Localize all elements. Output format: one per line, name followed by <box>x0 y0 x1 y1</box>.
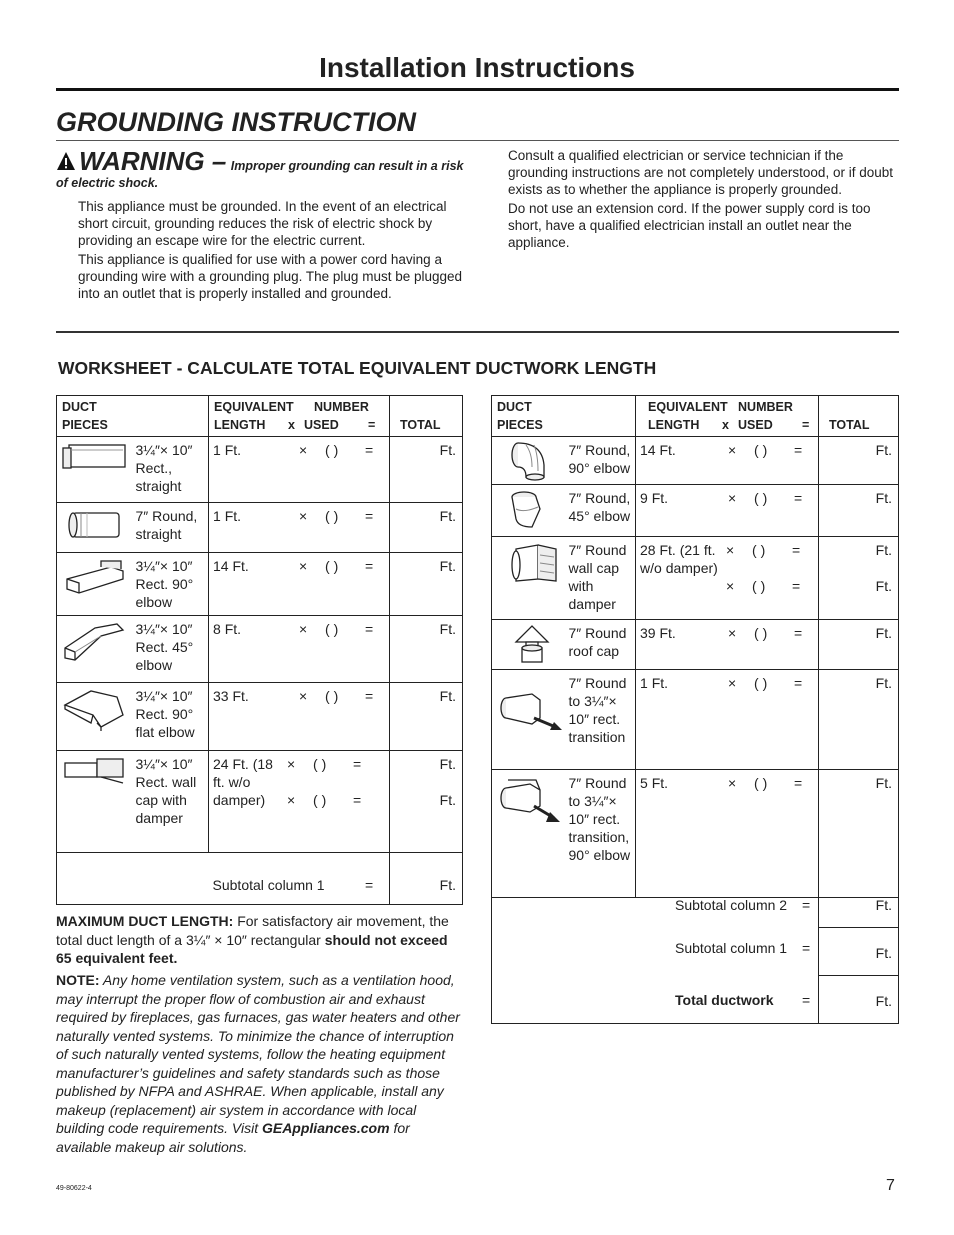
warning-triangle-icon <box>56 151 76 171</box>
total-field[interactable]: Ft. <box>819 485 899 537</box>
grounding-para-4: Do not use an extension cord. If the power supply cord is too short, have a qualified electrician install an outlet near the appliance. <box>508 201 871 250</box>
header-equiv-length: EQUIVALENT NUMBER LENGTH x USED = <box>209 396 390 437</box>
header-total: TOTAL <box>390 396 463 437</box>
total-field[interactable]: Ft. <box>390 616 463 683</box>
equiv-length: 33 Ft. <box>213 688 249 704</box>
document-code: 49-80622-4 <box>56 1185 92 1192</box>
table-row: 7″ Round, 45° elbow 9 Ft. × ( ) = Ft. <box>492 485 899 537</box>
title-rule <box>56 88 899 91</box>
equiv-length: 14 Ft. <box>640 442 676 458</box>
duct-desc: 7″ Round, 90° elbow <box>565 437 636 485</box>
round-straight-duct-icon <box>61 507 127 541</box>
subtotal-row: Subtotal column 1 = Ft. <box>57 853 463 905</box>
duct-desc: 3¼″× 10″ Rect. 45° elbow <box>132 616 209 683</box>
total-field[interactable]: Ft. <box>819 620 899 670</box>
warning-text: Improper grounding can result in a risk of electric shock. <box>56 159 464 191</box>
round-to-rect-transition-icon <box>496 692 564 732</box>
number-used-field[interactable]: ( ) <box>313 792 327 808</box>
table-row: 3¼″× 10″ Rect. 90° elbow 14 Ft. × ( ) = Ft. <box>57 553 463 616</box>
table-row: 7″ Round, 90° elbow 14 Ft. × ( ) = Ft. <box>492 437 899 485</box>
header-total: TOTAL <box>819 396 899 437</box>
header-duct-pieces: DUCT PIECES <box>57 396 209 437</box>
number-used-field[interactable]: ( ) <box>325 621 339 637</box>
total-ductwork-label: Total ductwork <box>675 991 774 1008</box>
equiv-length: 9 Ft. <box>640 490 669 506</box>
grounding-para-2: This appliance is qualified for use with a power cord having a grounding wire with a grounding plug. The plug must be plugged into an outlet that is properly installed and grounded. <box>78 252 463 301</box>
equiv-length: 39 Ft. <box>640 625 676 641</box>
number-used-field[interactable]: ( ) <box>754 442 768 458</box>
equiv-length: 24 Ft. (18 ft. w/o damper) <box>213 756 273 808</box>
total-field[interactable]: Ft. <box>390 437 463 503</box>
number-used-field[interactable]: ( ) <box>313 756 327 772</box>
total-field[interactable]: Ft. <box>819 770 899 898</box>
rect-straight-duct-icon <box>61 441 127 475</box>
duct-desc: 7″ Round to 3¼″× 10″ rect. transition <box>565 670 636 770</box>
number-used-field[interactable]: ( ) <box>752 542 766 558</box>
number-used-field[interactable]: ( ) <box>754 775 768 791</box>
equiv-length: 5 Ft. <box>640 775 669 791</box>
page-title: Installation Instructions <box>319 52 635 83</box>
duct-desc: 7″ Round, 45° elbow <box>565 485 636 537</box>
subtotal-label: Subtotal column 1 <box>212 877 325 893</box>
number-used-field[interactable]: ( ) <box>754 675 768 691</box>
number-used-field[interactable]: ( ) <box>325 442 339 458</box>
table-row: 7″ Round to 3¼″× 10″ rect. transition 1 Ft. × ( ) = Ft. <box>492 670 899 770</box>
round-wall-cap-icon <box>510 541 560 585</box>
duct-desc: 7″ Round roof cap <box>565 620 636 670</box>
equiv-length: 28 Ft. (21 ft. w/o damper) <box>640 542 718 576</box>
page-number: 7 <box>886 1177 895 1194</box>
total-field[interactable]: Ft. <box>819 670 899 770</box>
ventilation-note: NOTE: Any home ventilation system, such as a ventilation hood, may interrupt the proper flow of combustion air and exhaust required by fireplaces, gas furnaces, gas water heaters and other naturally vented systems. To minimize the chance of interruption of such naturally vented systems, follow the heating equipment manufacturer’s guidelines and safety standards such as those published by NFPA and ASHRAE. When applicable, install any makeup (replacement) air system in accordance with local building code requirements. Visit GEAppliances.com for available makeup air solutions. <box>56 972 460 1155</box>
number-used-field[interactable]: ( ) <box>754 625 768 641</box>
total-field[interactable]: Ft. <box>875 578 893 594</box>
section-rule <box>56 140 899 141</box>
warning-word: WARNING – <box>79 146 227 176</box>
subtotal-row: Subtotal column 1 = Ft. <box>492 928 899 976</box>
total-row: Total ductwork = Ft. <box>492 976 899 1024</box>
round-45-elbow-icon <box>510 489 550 529</box>
total-field[interactable]: Ft. <box>819 437 899 485</box>
round-roof-cap-icon <box>514 624 550 664</box>
header-duct-pieces: DUCT PIECES <box>492 396 636 437</box>
total-field[interactable]: Ft. <box>390 503 463 553</box>
duct-desc: 7″ Round to 3¼″× 10″ rect. transition, 90° elbow <box>565 770 636 898</box>
ge-appliances-link[interactable]: GEAppliances.com <box>261 1120 390 1136</box>
subtotal-row: Subtotal column 2 = Ft. <box>492 898 899 928</box>
duct-desc: 7″ Round wall cap with damper <box>565 537 636 620</box>
total-field[interactable]: Ft. <box>875 542 893 558</box>
section-divider <box>56 331 899 333</box>
equiv-length: 1 Ft. <box>213 442 242 458</box>
duct-desc: 3¼″× 10″ Rect. 90° flat elbow <box>132 683 209 751</box>
table-row: 7″ Round to 3¼″× 10″ rect. transition, 90° elbow 5 Ft. × ( ) = Ft. <box>492 770 899 898</box>
table-row: 3¼″× 10″ Rect. 90° flat elbow 33 Ft. × ( ) = Ft. <box>57 683 463 751</box>
subtotal-1-field[interactable]: Ft. <box>819 928 899 976</box>
duct-desc: 7″ Round, straight <box>132 503 209 553</box>
number-used-field[interactable]: ( ) <box>754 490 768 506</box>
grounding-para-1: This appliance must be grounded. In the event of an electrical short circuit, grounding reduces the risk of electric shock by providing an escape wire for the electric current. <box>78 199 447 248</box>
total-ductwork-field[interactable]: Ft. <box>819 976 899 1024</box>
total-field[interactable]: Ft. <box>390 553 463 616</box>
table-row: 7″ Round wall cap with damper 28 Ft. (21 ft. w/o damper) × ( ) = × ( ) = Ft. Ft. <box>492 537 899 620</box>
number-used-field[interactable]: ( ) <box>752 578 766 594</box>
rect-90-flat-elbow-icon <box>61 687 127 731</box>
rect-45-elbow-icon <box>61 620 127 666</box>
duct-desc: 3¼″× 10″ Rect. wall cap with damper <box>132 751 209 853</box>
subtotal-2-field[interactable]: Ft. <box>819 898 899 928</box>
table-row: 7″ Round, straight 1 Ft. × ( ) = Ft. <box>57 503 463 553</box>
table-row: 3¼″× 10″ Rect., straight 1 Ft. × ( ) = Ft. <box>57 437 463 503</box>
total-field[interactable]: Ft. <box>439 756 457 772</box>
section-title: GROUNDING INSTRUCTION <box>56 107 416 137</box>
round-90-elbow-icon <box>508 441 552 481</box>
number-used-field[interactable]: ( ) <box>325 558 339 574</box>
number-used-field[interactable]: ( ) <box>325 688 339 704</box>
header-equiv-length: EQUIVALENT NUMBER LENGTH x USED = <box>636 396 819 437</box>
table-row: 7″ Round roof cap 39 Ft. × ( ) = Ft. <box>492 620 899 670</box>
grounding-para-3: Consult a qualified electrician or service technician if the grounding instructions are not completely understood, or if doubt exists as to whether the appliance is properly grounded. <box>508 148 893 197</box>
round-to-rect-transition-elbow-icon <box>496 776 564 826</box>
total-field[interactable]: Ft. <box>390 683 463 751</box>
rect-wall-cap-icon <box>61 755 127 789</box>
worksheet-title: WORKSHEET - CALCULATE TOTAL EQUIVALENT DUCTWORK LENGTH <box>58 358 657 378</box>
subtotal-2-label: Subtotal column 2 <box>675 897 788 913</box>
equiv-length: 8 Ft. <box>213 621 242 637</box>
worksheet-table-1 <box>56 395 463 905</box>
duct-desc: 3¼″× 10″ Rect. 90° elbow <box>132 553 209 616</box>
subtotal-1-label: Subtotal column 1 <box>675 939 788 956</box>
table-row: 3¼″× 10″ Rect. 45° elbow 8 Ft. × ( ) = Ft. <box>57 616 463 683</box>
rect-90-elbow-icon <box>61 557 127 601</box>
max-duct-length-note: MAXIMUM DUCT LENGTH: For satisfactory air movement, the total duct length of a 3¼″ × 10″ rectangular should not exceed 65 equivalent feet. <box>56 913 449 966</box>
equiv-length: 1 Ft. <box>640 675 669 691</box>
table-row: 3¼″× 10″ Rect. wall cap with damper 24 Ft. (18 ft. w/o damper) × ( ) = × ( ) = Ft. Ft. <box>57 751 463 853</box>
warning-heading <box>56 148 476 192</box>
worksheet-table-2 <box>491 395 899 1024</box>
subtotal-field[interactable]: Ft. <box>390 853 463 905</box>
equiv-length: 1 Ft. <box>213 508 242 524</box>
number-used-field[interactable]: ( ) <box>325 508 339 524</box>
total-field[interactable]: Ft. <box>439 792 457 808</box>
equiv-length: 14 Ft. <box>213 558 249 574</box>
duct-desc: 3¼″× 10″ Rect., straight <box>132 437 209 503</box>
